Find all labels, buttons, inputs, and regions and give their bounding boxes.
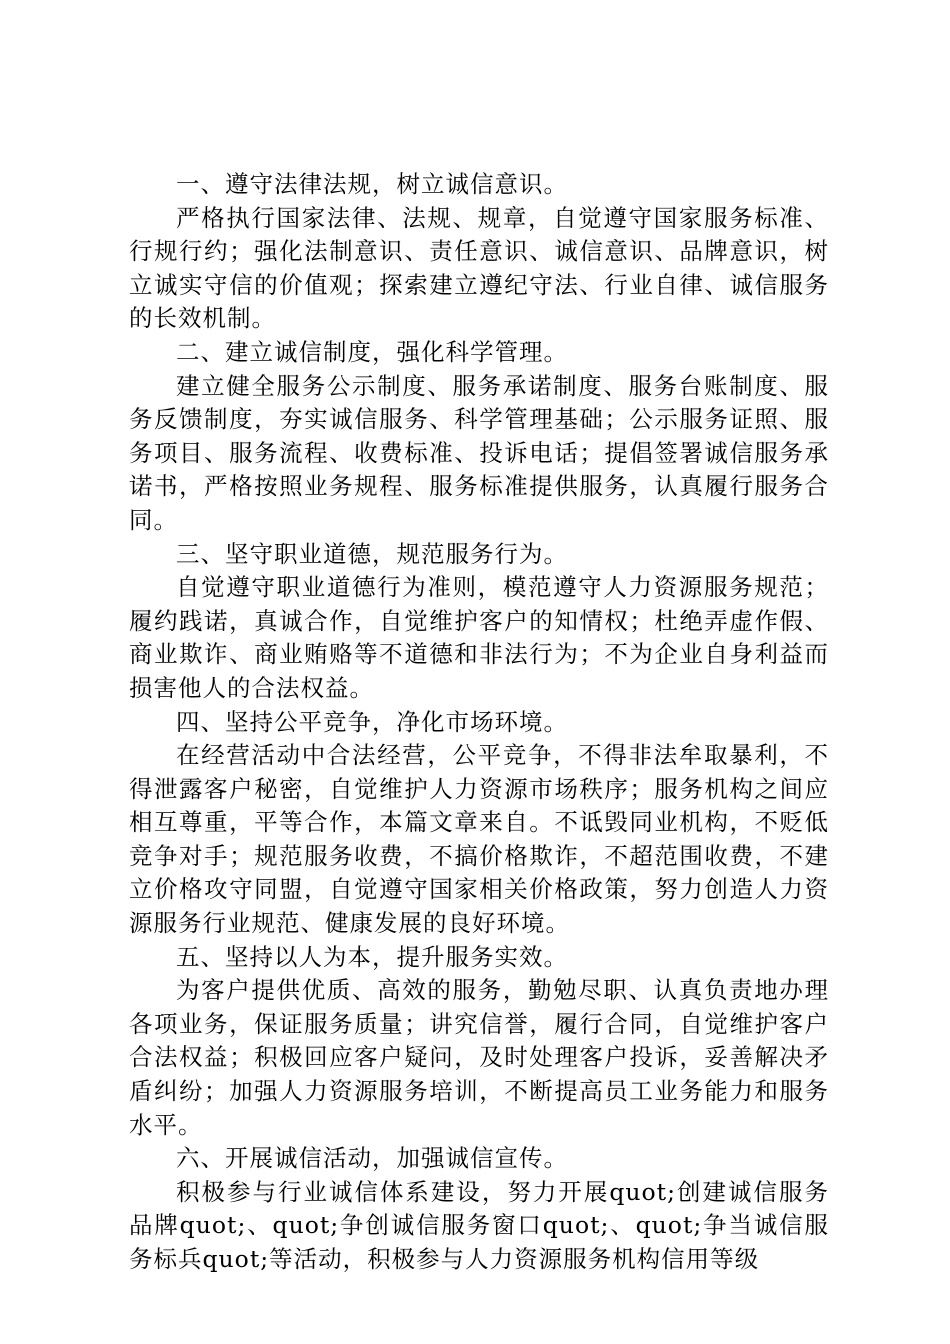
section-3-paragraph: 自觉遵守职业道德行为准则，模范遵守人力资源服务规范；履约践诺，真诚合作，自觉维护客户的知情权；杜绝弄虚作假、商业欺诈、商业贿赂等不道德和非法行为；不为企业自身利益而损害他人的合法权益。 [129, 573, 829, 702]
section-2-heading: 二、建立诚信制度，强化科学管理。 [176, 337, 568, 366]
section-5-paragraph: 为客户提供优质、高效的服务，勤勉尽职、认真负责地办理各项业务，保证服务质量；讲究信誉，履行合同，自觉维护客户合法权益；积极回应客户疑问，及时处理客户投诉，妥善解决矛盾纠纷；加强人力资源服务培训，不断提高员工业务能力和服务水平。 [129, 976, 829, 1139]
section-4-heading: 四、坚持公平竞争，净化市场环境。 [176, 707, 568, 736]
section-4-paragraph: 在经营活动中合法经营，公平竞争，不得非法牟取暴利，不得泄露客户秘密，自觉维护人力资源市场秩序；服务机构之间应相互尊重，平等合作，本篇文章来自。不诋毁同业机构，不贬低竞争对手；规范服务收费，不搞价格欺诈，不超范围收费，不建立价格攻守同盟，自觉遵守国家相关价格政策，努力创造人力资源服务行业规范、健康发展的良好环境。 [129, 741, 829, 938]
section-3-heading: 三、坚守职业道德，规范服务行为。 [176, 539, 568, 568]
document-body [129, 168, 829, 1277]
section-5-heading: 五、坚持以人为本，提升服务实效。 [176, 942, 568, 971]
section-6-paragraph: 积极参与行业诚信体系建设，努力开展quot;创建诚信服务品牌quot;、quot;争创诚信服务窗口quot;、quot;争当诚信服务标兵quot;等活动，积极参与人力资源服务机构信用等级 [129, 1177, 829, 1273]
section-6-heading: 六、开展诚信活动，加强诚信宣传。 [176, 1144, 568, 1173]
section-1-heading: 一、遵守法律法规，树立诚信意识。 [176, 170, 568, 198]
section-1-paragraph: 严格执行国家法律、法规、规章，自觉遵守国家服务标准、行规行约；强化法制意识、责任意识、诚信意识、品牌意识，树立诚实守信的价值观；探索建立遵纪守法、行业自律、诚信服务的长效机制。 [129, 203, 829, 333]
section-2-paragraph: 建立健全服务公示制度、服务承诺制度、服务台账制度、服务反馈制度，夯实诚信服务、科学管理基础；公示服务证照、服务项目、服务流程、收费标准、投诉电话；提倡签署诚信服务承诺书，严格按照业务规程、服务标准提供服务，认真履行服务合同。 [129, 371, 829, 534]
